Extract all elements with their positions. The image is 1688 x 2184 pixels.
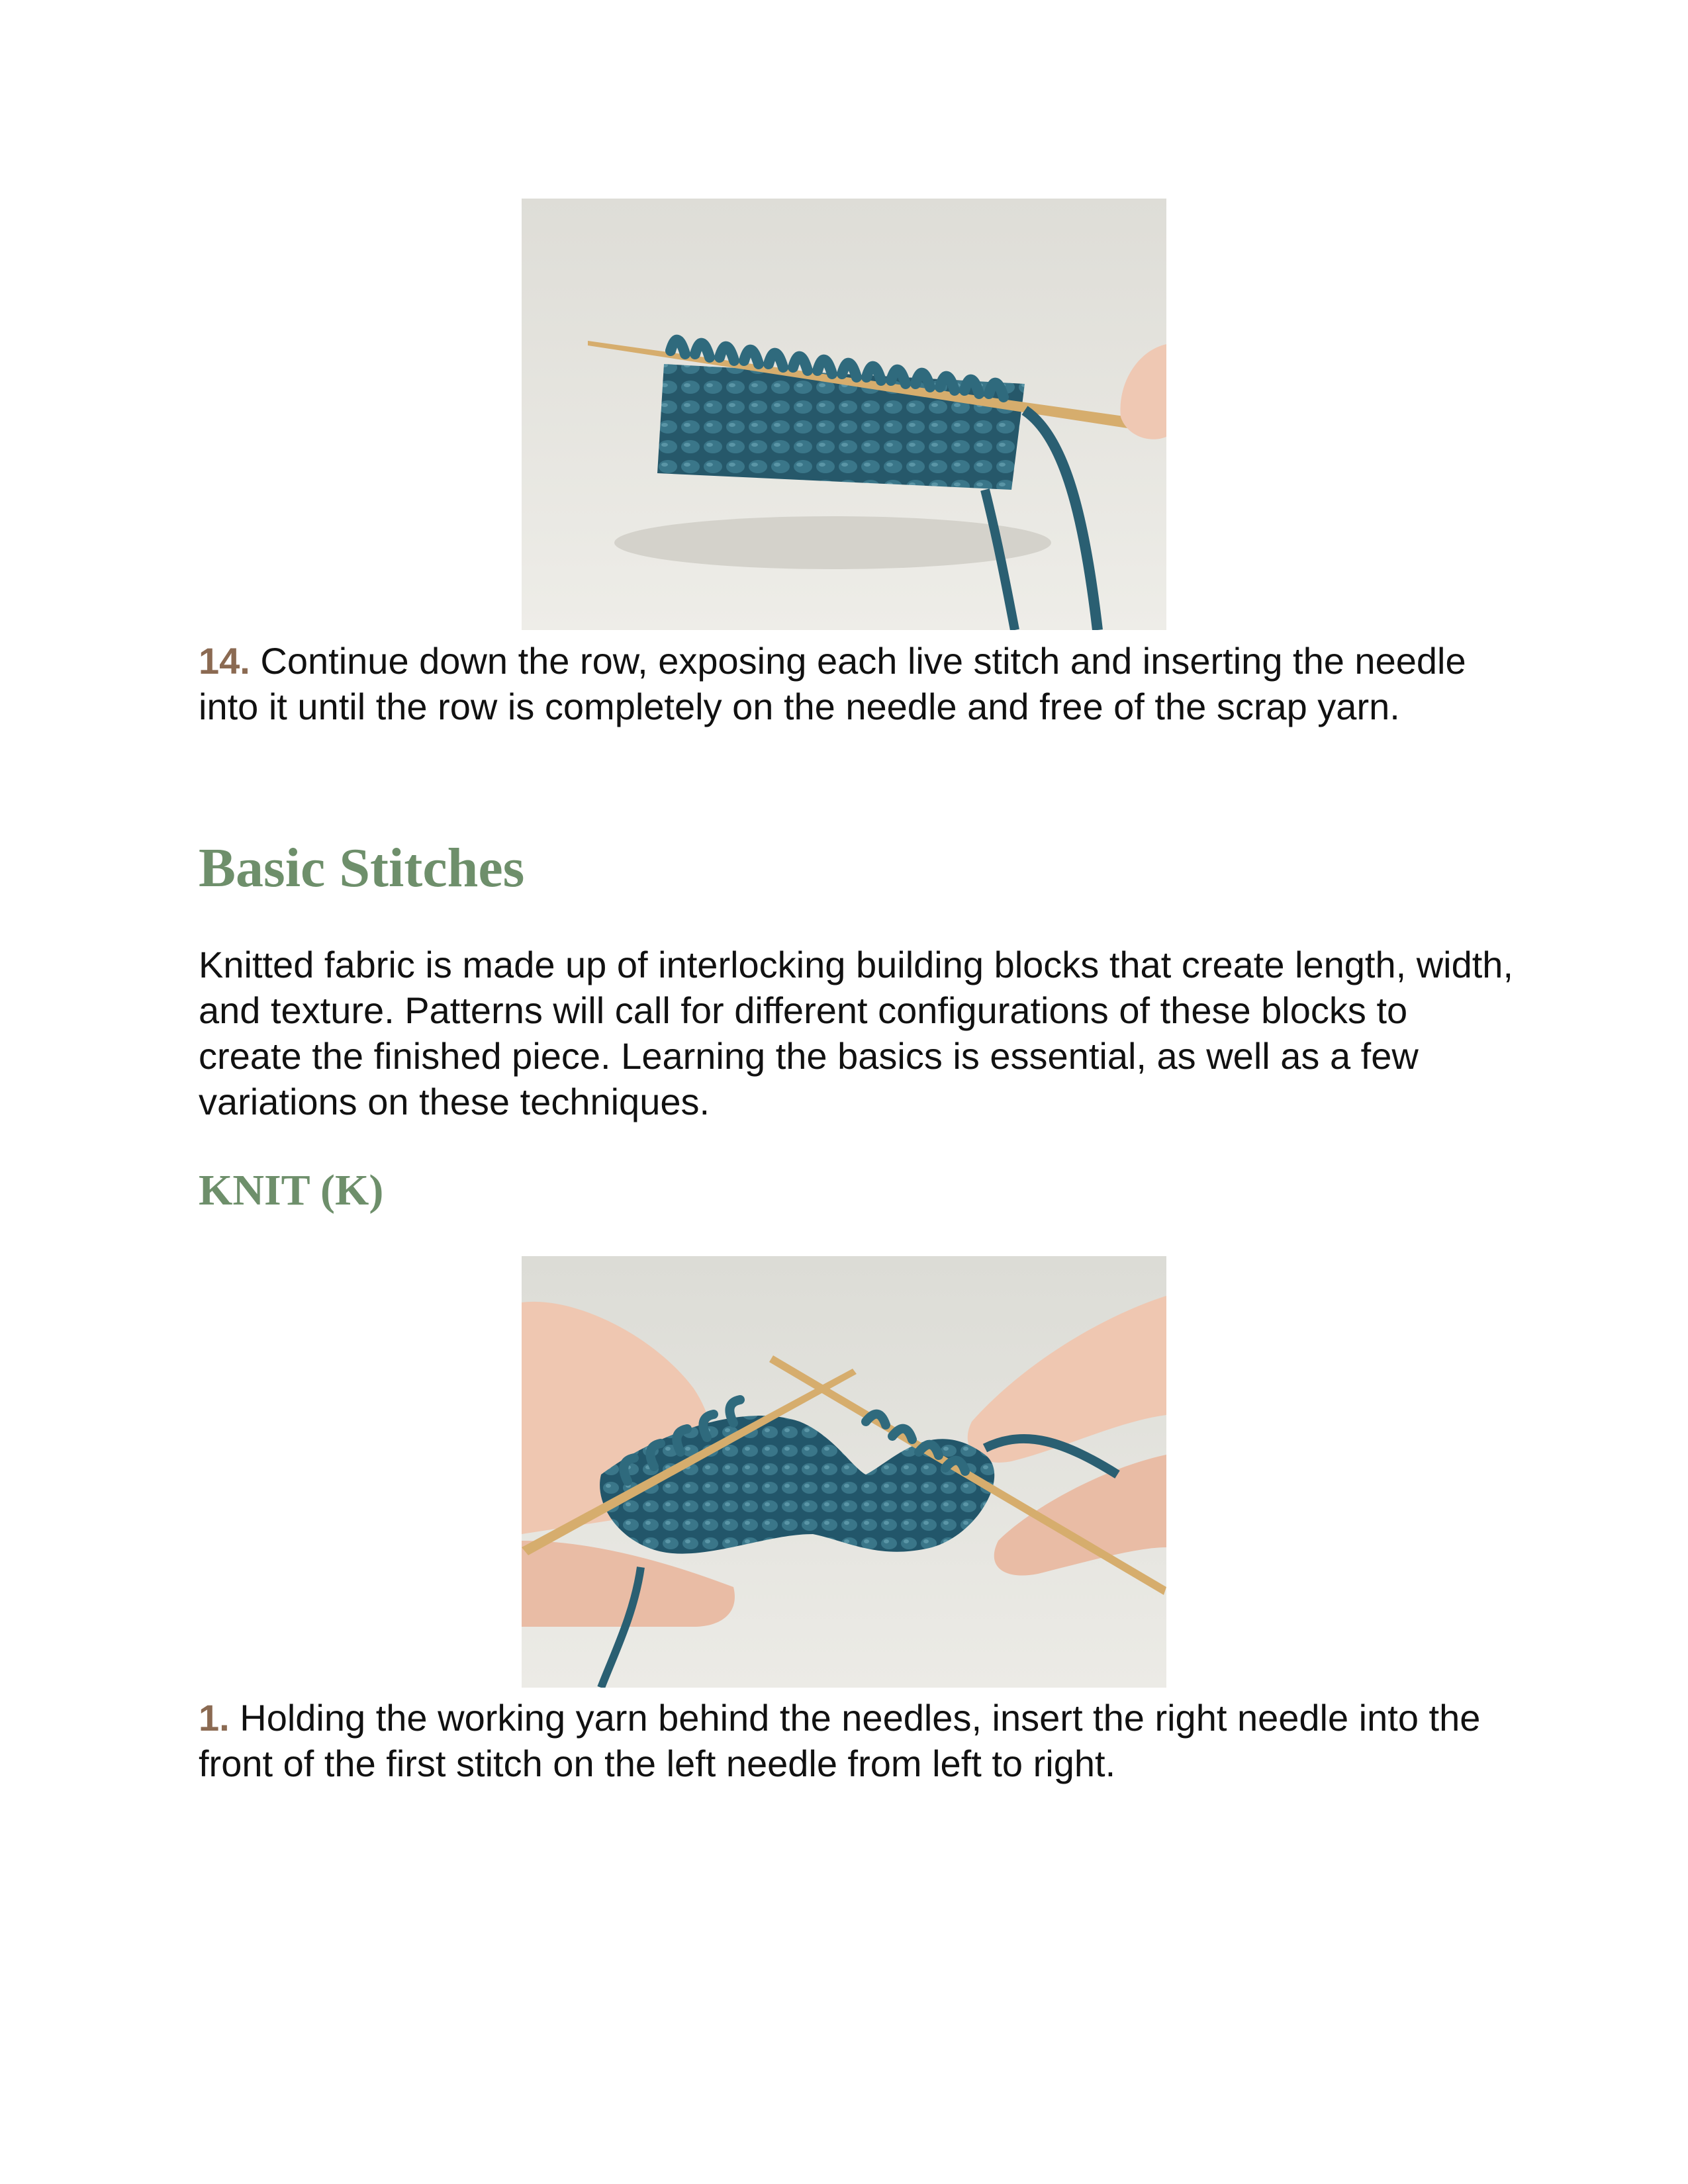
step-text: Holding the working yarn behind the needles, insert the right needle into the front of the first stitch on the left needle from left to right. [199, 1697, 1481, 1784]
intro-paragraph: Knitted fabric is made up of interlocking building blocks that create length, width, and texture. Patterns will call for different configurations of these blocks to create the finished piece. Learning the basics is essential, as well as a few variations on these techniques. [199, 944, 1514, 1122]
step-14-paragraph [199, 638, 1516, 729]
section-heading: Basic Stitches [199, 837, 525, 899]
step-1-paragraph [199, 1695, 1516, 1786]
knitting-swatch-photo [522, 199, 1166, 630]
step-number: 14. [199, 640, 250, 682]
step-number: 1. [199, 1697, 230, 1739]
step-text: Continue down the row, exposing each live stitch and inserting the needle into it until the row is completely on the needle and free of the scrap yarn. [199, 640, 1466, 727]
knit-stitch-photo [522, 1256, 1166, 1688]
subsection-heading: KNIT (K) [199, 1166, 384, 1214]
